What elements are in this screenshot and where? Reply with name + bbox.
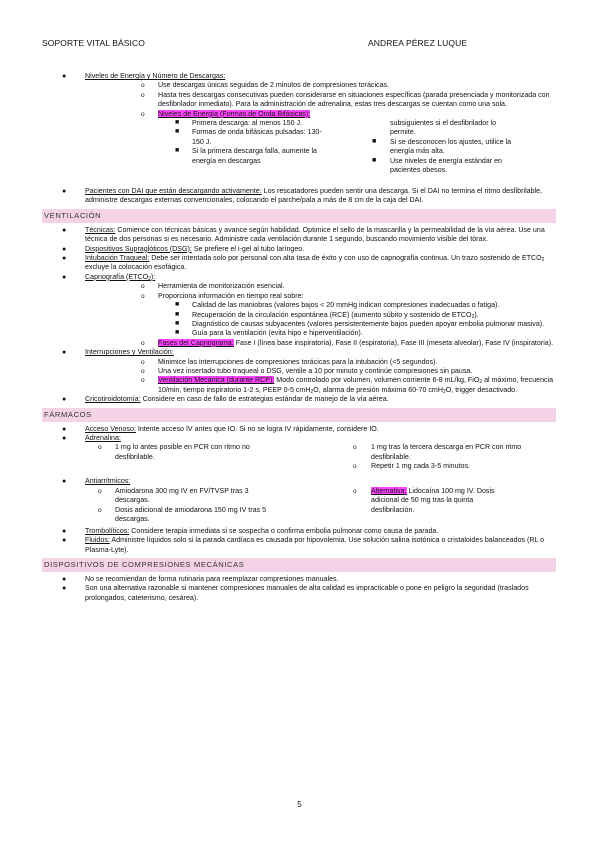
list-item: ● Intubación Traqueal: Debe ser intentada solo por personal con alta tasa de éxito y con uso de capnografía continua. Un trazo sostenido de $ETCO_2$ excluye la colocación esofágica. <box>62 254 545 272</box>
list-item: ● Cricotiroidotomía: Considere en caso de fallo de estrategias estándar de manejo de la vía aérea. <box>62 395 389 404</box>
list-item: ■ Diagnóstico de causas subyacentes (valores persistentemente bajos pueden apoyar embolia pulmonar masiva). <box>175 319 545 328</box>
two-column-block: o Amiodarona 300 mg IV en FV/TVSP tras 3 descargas. o Dosis adicional de amiodarona 150 mg IV tras 5 descargas. o Alternativa: Lidocaína 100 mg IV. Dosis adicional de 50 mg tras la quinta desfibrilación. <box>98 486 495 523</box>
list-item: ● Dispositivos Supraglóticos (DSG): Se prefiere el i-gel al tubo laríngeo. <box>62 244 305 253</box>
header-title: SOPORTE VITAL BÁSICO <box>42 38 145 48</box>
list-item: ■ Si la primera descarga falla, aumente la energía en descargas <box>175 147 317 165</box>
list-item: ● Trombolíticos: Considere terapia inmediata si se sospecha o confirma embolia pulmonar como causa de parada. <box>62 526 439 535</box>
list-item: ■ Use niveles de energía estándar en pacientes obesos. <box>372 155 502 175</box>
list-item: o Herramienta de monitorización esencial. <box>141 282 285 291</box>
list-item: ■ Guía para la ventilación (evita hipo e hiperventilación). <box>175 329 363 338</box>
highlight-label: Niveles de Energía (Formas de Onda Bifásicas): <box>158 109 311 118</box>
two-column-block: o 1 mg lo antes posible en PCR con ritmo no desfibrilable. o 1 mg tras la tercera descarga en PCR con ritmo desfibrilable. o Repetir 1 mg cada 3-5 minutos. <box>98 443 522 471</box>
list-item: ● Acceso Venoso: Intente acceso IV antes que IO. Si no se logra IV rápidamente, considere IO. <box>62 424 379 433</box>
list-item: ● Son una alternativa razonable si mantener compresiones manuales de alta calidad es impracticable o pone en peligro la seguridad (traslados prolongados, cateterismo, cesárea). <box>62 584 529 602</box>
list-item: o Proporciona información en tiempo real sobre: ■ Calidad de las maniobras (valores bajos < 20 mmHg indican compresiones inadecuadas o fatiga). ■ Recuperación de la circulación espontánea (RCE) (aumento súbito y sostenido de $ETCO_2$). ■ Diagnóstico de causas subyacentes (valores persistentemente bajos pueden apoyar embolia pulmonar masiva). ■ Guía para la ventilación (evita hipo e hiperventilación). <box>85 292 556 339</box>
list-item: ■ Calidad de las maniobras (valores bajos < 20 mmHg indican compresiones inadecuadas o fatiga). <box>175 301 500 310</box>
page-number: 5 <box>297 800 302 809</box>
list-item: ■ Formas de onda bifásicas pulsadas: 130-150 J. <box>175 128 322 146</box>
list-item: o Niveles de Energía (Formas de Onda Bifásicas): ■ Primera descarga: al menos 150 J. ■ Formas de onda bifásicas pulsadas: 130-150 J. ■ Si la primera descarga falla, aumente la energía en descargas subsiguientes si el desfibrilador lo permite. ■ Si se desconocen los ajustes, utilice la energía más alta. ■ Use niveles de energía estándar en pacientes obesos. <box>85 110 556 185</box>
list-item: ● Niveles de Energía y Número de Descargas: o Use descargas únicas seguidas de 2 minutos de compresiones torácicas. o Hasta tres descargas consecutivas pueden considerarse en situaciones específicas (parada presenciada y monitorizada con desfibrilador inmediato). Para la administración de adrenalina, estas tres descargas se cuentan como una sola. o Niveles de Energía (Formas de Onda Bifásicas): ■ Primera descarga: al menos 150 J. ■ Formas de onda bifásicas pulsadas: 130-150 J. ■ Si la primera descarga falla, aumente la energía en descargas subsiguientes si el desfibrilador lo permite. ■ Si se desconocen los ajustes, utilice la energía más alta. ■ Use niveles de energía estándar en pacientes obesos. <box>42 72 556 185</box>
document-body <box>42 72 556 603</box>
list-item: o Una vez insertado tubo traqueal o DSG, ventile a 10 por minuto y continúe compresiones sin pausa. <box>141 366 473 375</box>
list-item: ● Pacientes con DAI que están descargando activamente: Los rescatadores pueden sentir una descarga. Si el DAI no termina el ritmo desfibrilable, administre descargas externas convencionales, colocando el parche/pala a más de 8 cm de la caja del DAI. <box>62 187 543 205</box>
list-item: ■ Recuperación de la circulación espontánea (RCE) (aumento súbito y sostenido de $ETCO_2$). <box>175 310 479 320</box>
list-item: ● Adrenalina: o 1 mg lo antes posible en PCR con ritmo no desfibrilable. o 1 mg tras la tercera descarga en PCR con ritmo desfibrilable. o Repetir 1 mg cada 3-5 minutos. <box>42 434 556 473</box>
list-item: ● Fluidos: Administre líquidos solo si la parada cardíaca es causada por hipovolemia. Use solución salina isotónica o cristaloides balanceados (RL o Plasma-Lyte). <box>62 536 545 554</box>
list-item: ● Capnografía $(ETCO_2)$: o Herramienta de monitorización esencial. o Proporciona información en tiempo real sobre: ■ Calidad de las maniobras (valores bajos < 20 mmHg indican compresiones inadecuadas o fatiga). ■ Recuperación de la circulación espontánea (RCE) (aumento súbito y sostenido de $ETCO_2$). ■ Diagnóstico de causas subyacentes (valores persistentemente bajos pueden apoyar embolia pulmonar masiva). ■ Guía para la ventilación (evita hipo e hiperventilación). o Fases del Capnograma: Fase I (línea base inspiratoria), Fase II (espiratoria), Fase III (meseta alveolar), Fase IV (inspiratoria). <box>42 273 556 348</box>
list-item: ● Interrupciones y Ventilación: o Minimice las interrupciones de compresiones torácicas para la intubación (<5 segundos). o Una vez insertado tubo traqueal o DSG, ventile a 10 por minuto y continúe compresiones sin pausa. o Ventilación Mecánica (durante RCP): Modo controlado por volumen, volumen corriente 6-8 mL/kg, FiO$_2$ al máximo, frecuencia 10/min, tiempo inspiratorio 1-2 s, PEEP 0-5 cmH$_2$O, alarma de presión máxima 60-70 cmH$_2$O, trigger desactivado. <box>42 348 556 395</box>
list-item: o Ventilación Mecánica (durante RCP): Modo controlado por volumen, volumen corriente 6-8 mL/kg, FiO$_2$ al máximo, frecuencia 10/min, tiempo inspiratorio 1-2 s, PEEP 0-5 cmH$_2$O, alarma de presión máxima 60-70 cmH$_2$O, trigger desactivado. <box>141 376 554 395</box>
list-item: ● Antiarrítmicos: o Amiodarona 300 mg IV en FV/TVSP tras 3 descargas. o Dosis adicional de amiodarona 150 mg IV tras 5 descargas. o Alternativa: Lidocaína 100 mg IV. Dosis adicional de 50 mg tras la quinta desfibrilación. <box>42 477 556 526</box>
list-item: o Minimice las interrupciones de compresiones torácicas para la intubación (<5 segundos). <box>141 357 438 366</box>
list-item: ● No se recomiendan de forma rutinaria para reemplazar compresiones manuales. <box>62 575 339 583</box>
list-item: o Use descargas únicas seguidas de 2 minutos de compresiones torácicas. <box>141 81 390 90</box>
niveles-label: Niveles de Energía y Número de Descargas: <box>85 72 226 80</box>
two-column-block: ■ Primera descarga: al menos 150 J. ■ Formas de onda bifásicas pulsadas: 130-150 J. ■ Si la primera descarga falla, aumente la energía en descargas subsiguientes si el desfibrilador lo permite. ■ Si se desconocen los ajustes, utilice la energía más alta. ■ Use niveles de energía estándar en pacientes obesos. <box>158 119 556 185</box>
section-header-ventilacion: VENTILACIÓN <box>42 209 556 223</box>
section-header-farmacos: FÁRMACOS <box>42 408 556 422</box>
list-item: o Fases del Capnograma: Fase I (línea base inspiratoria), Fase II (espiratoria), Fase III (meseta alveolar), Fase IV (inspiratoria). <box>141 338 554 347</box>
list-item: ■ Si se desconocen los ajustes, utilice la energía más alta. <box>372 136 512 156</box>
list-item: ● Técnicas: Comience con técnicas básicas y avance según habilidad. Optimice el sello de la mascarilla y la permeabilidad de la vía aérea. Use una técnica de dos personas si es necesario. Administre cada ventilación durante 1 segundo, buscando movimiento visible del tórax. <box>62 225 545 244</box>
list-item: o Hasta tres descargas consecutivas pueden considerarse en situaciones específicas (parada presenciada y monitorizada con desfibrilador inmediato). Para la administración de adrenalina, estas tres descargas se cuentan como una sola. <box>141 90 550 109</box>
list-item: ■ Primera descarga: al menos 150 J. <box>175 119 303 128</box>
header-author: ANDREA PÉREZ LUQUE <box>368 38 468 48</box>
section-header-dispositivos: DISPOSITIVOS DE COMPRESIONES MECÁNICAS <box>42 558 556 572</box>
